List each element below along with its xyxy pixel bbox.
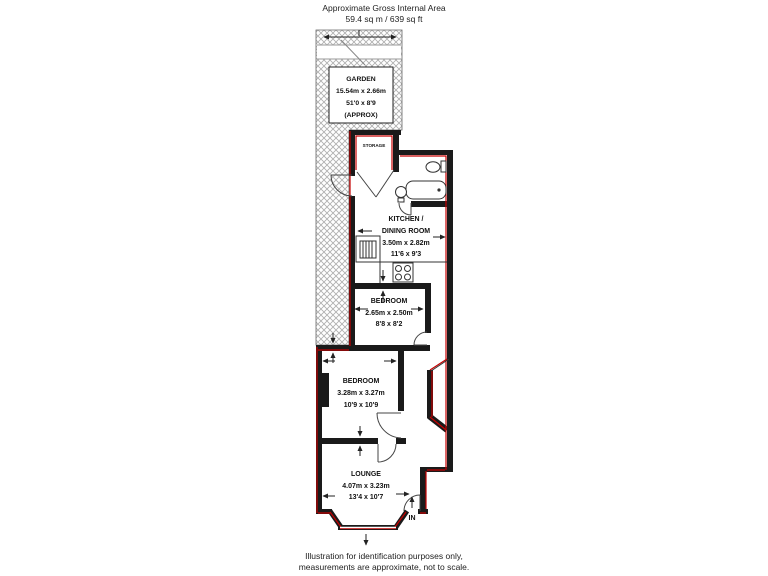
toilet-icon	[426, 161, 446, 172]
bathroom-door-arc	[399, 203, 411, 215]
lounge-metric: 4.07m x 3.23m	[342, 483, 390, 490]
bedroom-front-door-arc	[377, 413, 401, 438]
garden-name: GARDEN	[346, 76, 376, 83]
hob-icon	[393, 263, 413, 282]
bedroom-front-imperial: 10'9 x 10'9	[343, 402, 379, 409]
footer	[0, 551, 768, 573]
kitchen-name-line1: KITCHEN /	[388, 216, 424, 223]
bedroom-rear-name: BEDROOM	[370, 298, 408, 305]
lounge-name: LOUNGE	[351, 471, 381, 478]
bathtub-icon	[406, 181, 446, 199]
lounge-door-arc	[378, 444, 396, 462]
header-area-title: Approximate Gross Internal Area	[322, 3, 446, 13]
storage-name: STORAGE	[362, 143, 386, 148]
bedroom-rear-door-arc	[414, 332, 427, 345]
garden-note: (APPROX)	[344, 112, 378, 119]
garden-imperial: 51'0 x 8'9	[346, 100, 376, 107]
kitchen-metric: 3.50m x 2.82m	[382, 240, 430, 247]
bedroom-rear-metric: 2.65m x 2.50m	[365, 310, 413, 317]
footer-disclaimer-line2: measurements are approximate, not to scale.	[298, 562, 470, 572]
storage-door-leaves	[357, 170, 394, 197]
header-area-value: 59.4 sq m / 639 sq ft	[345, 14, 423, 24]
kitchen-name-line2: DINING ROOM	[381, 228, 431, 235]
bedroom-front-name: BEDROOM	[342, 378, 380, 385]
basin-icon	[396, 187, 407, 203]
kitchen-imperial: 11'6 x 9'3	[390, 251, 422, 258]
footer-disclaimer-line1: Illustration for identification purposes only,	[305, 551, 463, 561]
kitchen-sink-icon	[356, 236, 380, 262]
garden-metric: 15.54m x 2.66m	[336, 88, 386, 95]
bedroom-front-metric: 3.28m x 3.27m	[337, 390, 385, 397]
lounge-imperial: 13'4 x 10'7	[348, 494, 384, 501]
bedroom-rear-imperial: 8'8 x 8'2	[375, 321, 403, 328]
entrance-in-label: IN	[408, 515, 416, 522]
